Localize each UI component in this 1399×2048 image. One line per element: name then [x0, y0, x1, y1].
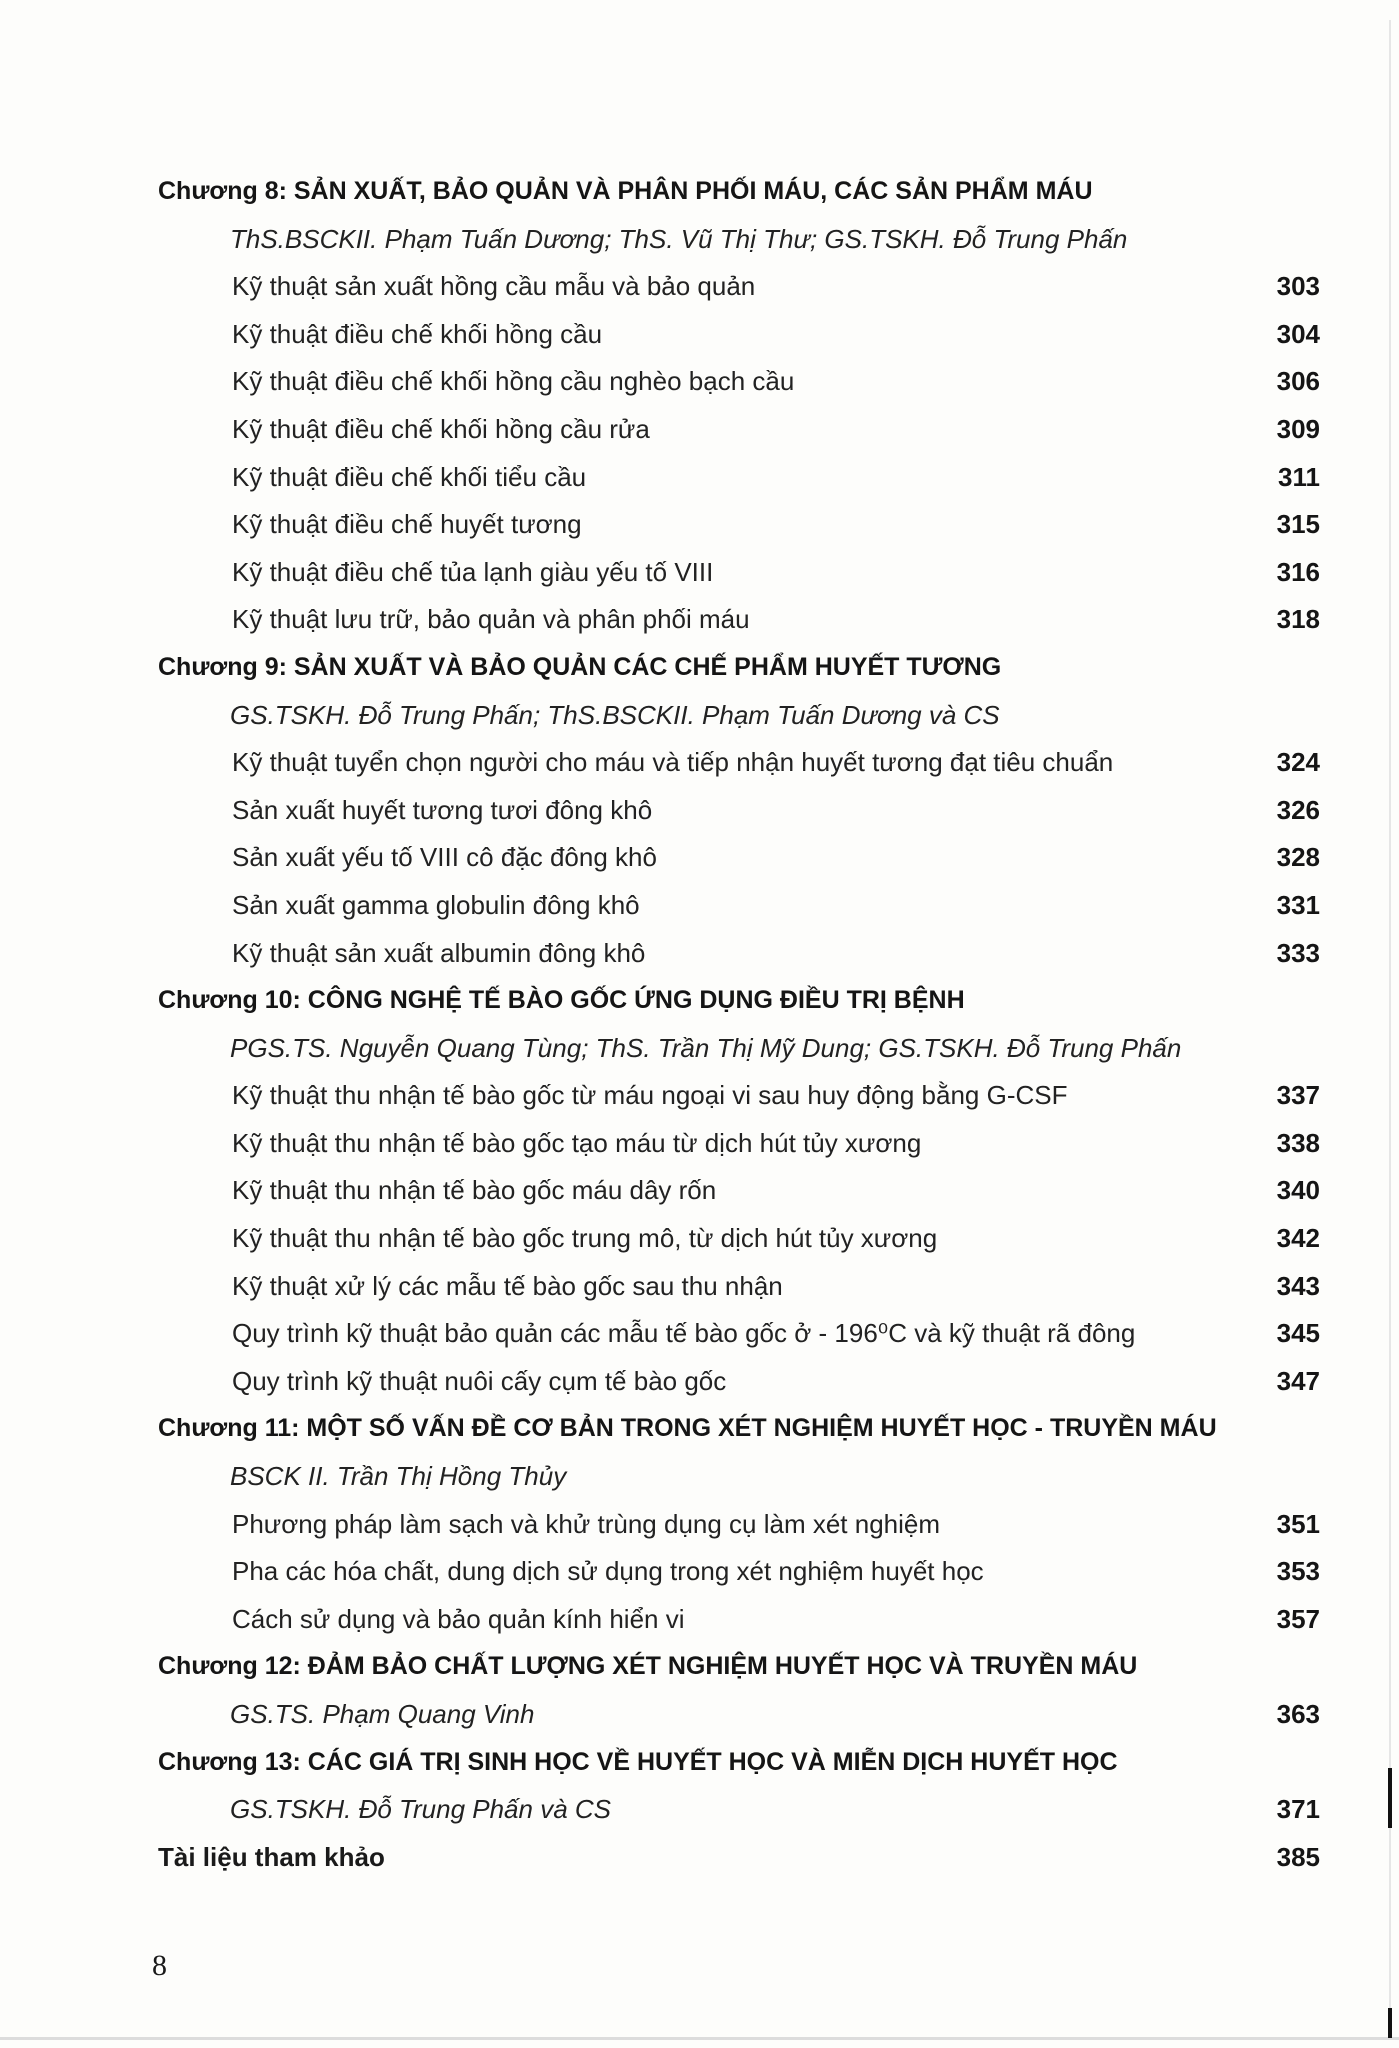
- toc-page-number: 347: [1276, 1365, 1320, 1396]
- toc-chapter-text: Chương 8: SẢN XUẤT, BẢO QUẢN VÀ PHÂN PHỐI MÁU, CÁC SẢN PHẨM MÁU: [158, 177, 1093, 205]
- toc-page-number: 304: [1276, 318, 1320, 349]
- toc-page-number: 343: [1276, 1270, 1320, 1301]
- toc-page-number: 338: [1276, 1127, 1320, 1158]
- toc-author-text: GS.TSKH. Đỗ Trung Phấn và CS: [230, 1794, 611, 1825]
- toc-item-text: Kỹ thuật thu nhận tế bào gốc máu dây rốn: [232, 1175, 717, 1206]
- toc-item: [158, 1072, 1320, 1120]
- toc-item-text: Kỹ thuật điều chế khối hồng cầu rửa: [232, 413, 650, 444]
- toc-item: [158, 454, 1320, 502]
- toc-page-number: 340: [1276, 1175, 1320, 1206]
- toc-item: [158, 549, 1320, 597]
- toc-item-text: Kỹ thuật điều chế khối hồng cầu: [232, 318, 603, 349]
- toc-page-number: 357: [1276, 1603, 1320, 1634]
- toc-final: [158, 1834, 1320, 1882]
- toc-item-text: Sản xuất yếu tố VIII cô đặc đông khô: [232, 842, 657, 873]
- toc-page-number: 385: [1276, 1841, 1320, 1872]
- toc-page-number: 345: [1276, 1318, 1320, 1349]
- toc-item: [158, 1310, 1320, 1358]
- toc-item-text: Kỹ thuật thu nhận tế bào gốc trung mô, từ dịch hút tủy xương: [232, 1223, 938, 1254]
- toc-item: [158, 1358, 1320, 1406]
- toc-item: [158, 263, 1320, 311]
- toc-author: [158, 216, 1320, 264]
- toc-author-text: ThS.BSCKII. Phạm Tuấn Dương; ThS. Vũ Thị Thư; GS.TSKH. Đỗ Trung Phấn: [230, 223, 1128, 254]
- toc-page-number: 331: [1276, 889, 1320, 920]
- toc-item: [158, 406, 1320, 454]
- toc-item-text: Pha các hóa chất, dung dịch sử dụng trong xét nghiệm huyết học: [232, 1556, 984, 1587]
- toc-chapter: [158, 1405, 1320, 1453]
- table-of-contents: [158, 168, 1320, 1881]
- toc-author-text: BSCK II. Trần Thị Hồng Thủy: [230, 1461, 567, 1492]
- toc-page-number: 311: [1278, 461, 1320, 492]
- toc-item-text: Kỹ thuật điều chế huyết tương: [232, 509, 582, 540]
- toc-page-number: 337: [1276, 1080, 1320, 1111]
- toc-chapter: [158, 168, 1320, 216]
- toc-page-number: 324: [1276, 747, 1320, 778]
- toc-item-text: Sản xuất gamma globulin đông khô: [232, 889, 640, 920]
- toc-author-text: GS.TSKH. Đỗ Trung Phấn; ThS.BSCKII. Phạm Tuấn Dương và CS: [230, 699, 1000, 730]
- toc-item-text: Phương pháp làm sạch và khử trùng dụng cụ làm xét nghiệm: [232, 1508, 941, 1539]
- toc-author-text: GS.TS. Phạm Quang Vinh: [230, 1699, 535, 1729]
- toc-item-text: Quy trình kỹ thuật bảo quản các mẫu tế bào gốc ở - 196⁰C và kỹ thuật rã đông: [232, 1318, 1136, 1349]
- toc-item-text: Kỹ thuật thu nhận tế bào gốc tạo máu từ dịch hút tủy xương: [232, 1127, 922, 1158]
- toc-item: [158, 1120, 1320, 1168]
- toc-page-number: 342: [1276, 1223, 1320, 1254]
- scan-edge-mark: [1388, 1768, 1392, 1828]
- scan-edge-mark: [1388, 2008, 1392, 2038]
- toc-item: [158, 1167, 1320, 1215]
- toc-chapter: [158, 1739, 1320, 1787]
- toc-item: [158, 311, 1320, 359]
- page-bottom-edge: [0, 2037, 1399, 2040]
- toc-chapter-text: Chương 10: CÔNG NGHỆ TẾ BÀO GỐC ỨNG DỤNG ĐIỀU TRỊ BỆNH: [158, 986, 965, 1015]
- toc-item-text: Kỹ thuật sản xuất hồng cầu mẫu và bảo quản: [232, 271, 756, 302]
- toc-item-text: Kỹ thuật điều chế khối hồng cầu nghèo bạch cầu: [232, 366, 795, 397]
- toc-item-text: Kỹ thuật xử lý các mẫu tế bào gốc sau thu nhận: [232, 1270, 783, 1301]
- toc-page-number: 371: [1276, 1794, 1320, 1825]
- toc-page-number: 353: [1276, 1556, 1320, 1587]
- toc-chapter-text: Chương 11: MỘT SỐ VẤN ĐỀ CƠ BẢN TRONG XÉT NGHIỆM HUYẾT HỌC - TRUYỀN MÁU: [158, 1414, 1217, 1443]
- toc-author: [158, 1453, 1320, 1501]
- toc-page-number: 318: [1276, 604, 1320, 635]
- toc-chapter-text: Chương 9: SẢN XUẤT VÀ BẢO QUẢN CÁC CHẾ PHẨM HUYẾT TƯƠNG: [158, 652, 1002, 681]
- toc-final-text: Tài liệu tham khảo: [158, 1841, 385, 1872]
- toc-page-number: 306: [1276, 366, 1320, 397]
- toc-item: [158, 834, 1320, 882]
- toc-item-text: Kỹ thuật điều chế tủa lạnh giàu yếu tố VIII: [232, 556, 714, 587]
- toc-page-number: 315: [1276, 509, 1320, 540]
- toc-item-text: Sản xuất huyết tương tươi đông khô: [232, 794, 653, 825]
- toc-item-text: Kỹ thuật sản xuất albumin đông khô: [232, 937, 646, 968]
- toc-item: [158, 596, 1320, 644]
- page-edge-shadow: [1389, 20, 1391, 2030]
- toc-item: [158, 1548, 1320, 1596]
- toc-chapter-text: Chương 13: CÁC GIÁ TRỊ SINH HỌC VỀ HUYẾT HỌC VÀ MIỄN DỊCH HUYẾT HỌC: [158, 1747, 1118, 1776]
- toc-item: [158, 1596, 1320, 1644]
- toc-item: [158, 787, 1320, 835]
- toc-item-text: Kỹ thuật thu nhận tế bào gốc từ máu ngoại vi sau huy động bằng G-CSF: [232, 1080, 1068, 1111]
- toc-author: [158, 1691, 1320, 1739]
- toc-item: [158, 930, 1320, 978]
- toc-page-number: 309: [1276, 413, 1320, 444]
- toc-page-number: 326: [1276, 794, 1320, 825]
- toc-item: [158, 1501, 1320, 1549]
- toc-page-number: 328: [1276, 842, 1320, 873]
- toc-author: [158, 1786, 1320, 1834]
- toc-page-number: 303: [1276, 271, 1320, 302]
- toc-chapter-text: Chương 12: ĐẢM BẢO CHẤT LƯỢNG XÉT NGHIỆM HUYẾT HỌC VÀ TRUYỀN MÁU: [158, 1652, 1138, 1681]
- toc-item-text: Quy trình kỹ thuật nuôi cấy cụm tế bào gốc: [232, 1365, 727, 1396]
- toc-item: [158, 739, 1320, 787]
- toc-author: [158, 1025, 1320, 1073]
- toc-chapter: [158, 1643, 1320, 1691]
- toc-item-text: Cách sử dụng và bảo quản kính hiển vi: [232, 1603, 685, 1634]
- toc-chapter: [158, 977, 1320, 1025]
- toc-page-number: 316: [1276, 556, 1320, 587]
- page-number: 8: [152, 1949, 167, 1982]
- toc-item-text: Kỹ thuật tuyển chọn người cho máu và tiếp nhận huyết tương đạt tiêu chuẩn: [232, 747, 1114, 778]
- toc-page-number: 363: [1276, 1699, 1320, 1729]
- toc-author: [158, 692, 1320, 740]
- toc-item-text: Kỹ thuật lưu trữ, bảo quản và phân phối máu: [232, 604, 750, 635]
- toc-page-number: 333: [1276, 937, 1320, 968]
- toc-item: [158, 1263, 1320, 1311]
- toc-page-number: 351: [1276, 1508, 1320, 1539]
- toc-item: [158, 501, 1320, 549]
- toc-item: [158, 882, 1320, 930]
- toc-item: [158, 358, 1320, 406]
- toc-chapter: [158, 644, 1320, 692]
- toc-item-text: Kỹ thuật điều chế khối tiểu cầu: [232, 461, 587, 492]
- toc-item: [158, 1215, 1320, 1263]
- toc-author-text: PGS.TS. Nguyễn Quang Tùng; ThS. Trần Thị Mỹ Dung; GS.TSKH. Đỗ Trung Phấn: [230, 1032, 1182, 1063]
